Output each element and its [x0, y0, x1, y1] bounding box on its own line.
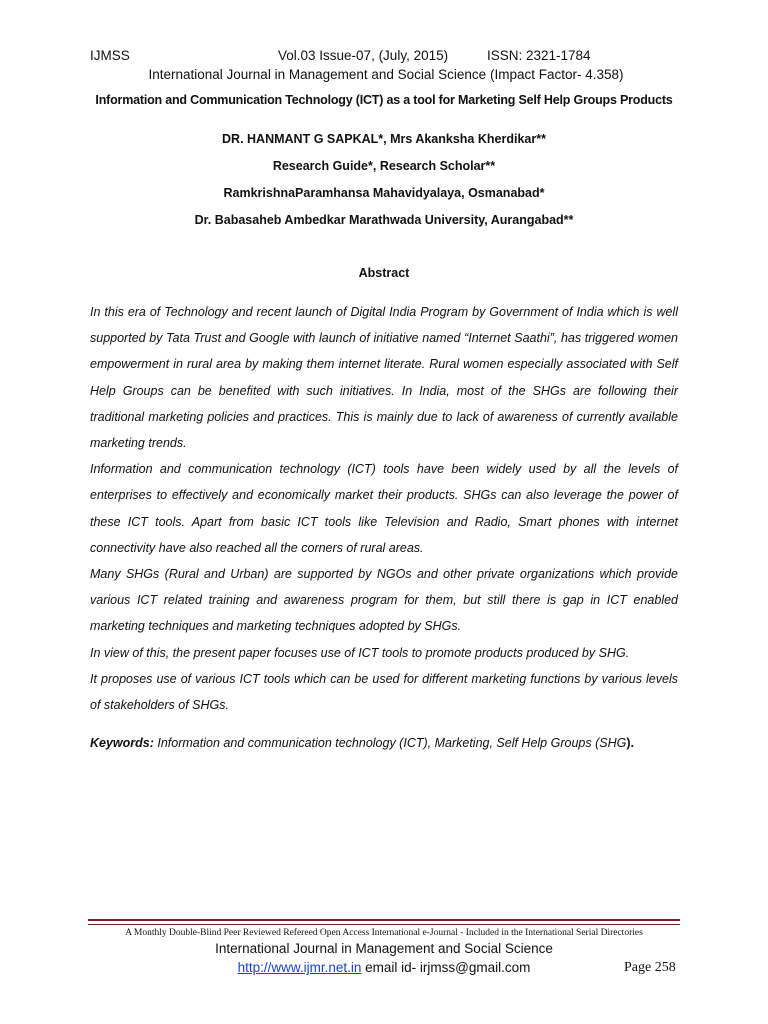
footer-rule-thin	[88, 924, 680, 925]
affiliation-2: Dr. Babasaheb Ambedkar Marathwada University, Aurangabad**	[194, 213, 574, 227]
footer-rule	[88, 919, 680, 921]
running-header	[0, 48, 768, 66]
author-block	[0, 130, 768, 238]
journal-website-link[interactable]: http://www.ijmr.net.in	[237, 960, 362, 975]
keywords	[90, 734, 690, 752]
abstract-paragraph: Information and communication technology (ICT) tools have been widely used by all the levels of enterprises to effectively and economically market their products. SHGs can also leverage the power of these ICT tools. Apart from basic ICT tools like Television and Radio, Smart phones with internet connectivity have also reached all the corners of rural areas.	[90, 462, 678, 555]
author-roles: Research Guide*, Research Scholar**	[272, 159, 496, 173]
abstract-paragraph: It proposes use of various ICT tools which can be used for different marketing functions by various levels of stakeholders of SHGs.	[90, 671, 678, 713]
journal-full-name: International Journal in Management and Social Science (Impact Factor- 4.358)	[148, 67, 624, 82]
journal-abbreviation: IJMSS	[90, 48, 130, 63]
abstract-heading: Abstract	[358, 266, 410, 280]
abstract-paragraph: Many SHGs (Rural and Urban) are supported by NGOs and other private organizations which provide various ICT related training and awareness program for them, but still there is gap in ICT enabled marketing techniques and marketing techniques adopted by SHGs.	[90, 567, 678, 634]
footer-journal-name: International Journal in Management and Social Science	[215, 941, 553, 956]
keywords-label: Keywords:	[90, 736, 154, 750]
author-names: DR. HANMANT G SAPKAL*, Mrs Akanksha Kherdikar**	[222, 132, 546, 146]
abstract-paragraph: In this era of Technology and recent launch of Digital India Program by Government of India which is well supported by Tata Trust and Google with launch of initiative named “Internet Saathi”, has triggered women empowerment in rural area by making them internet literate. Rural women especially associated with Self Help Groups can be benefited with such initiatives. In India, most of the SHGs are following their traditional marketing policies and practices. This is mainly due to lack of awareness of currently available marketing trends.	[90, 305, 678, 451]
keywords-text: Information and communication technology (ICT), Marketing, Self Help Groups (SHG	[153, 736, 627, 750]
page-number: Page 258	[624, 960, 676, 975]
keywords-end: ).	[626, 736, 634, 750]
volume-issue: Vol.03 Issue-07, (July, 2015)	[278, 48, 449, 63]
issn: ISSN: 2321-1784	[487, 48, 591, 63]
paper-title: Information and Communication Technology (ICT) as a tool for Marketing Self Help Groups Products	[95, 93, 673, 107]
footer-email: email id- irjmss@gmail.com	[361, 960, 531, 975]
abstract-body	[90, 299, 678, 718]
footer-note: A Monthly Double-Blind Peer Reviewed Refereed Open Access International e-Journal - Included in the International Serial Directories	[125, 928, 643, 938]
affiliation-1: RamkrishnaParamhansa Mahavidyalaya, Osmanabad*	[223, 186, 545, 200]
abstract-paragraph: In view of this, the present paper focuses use of ICT tools to promote products produced by SHG.	[90, 645, 630, 660]
